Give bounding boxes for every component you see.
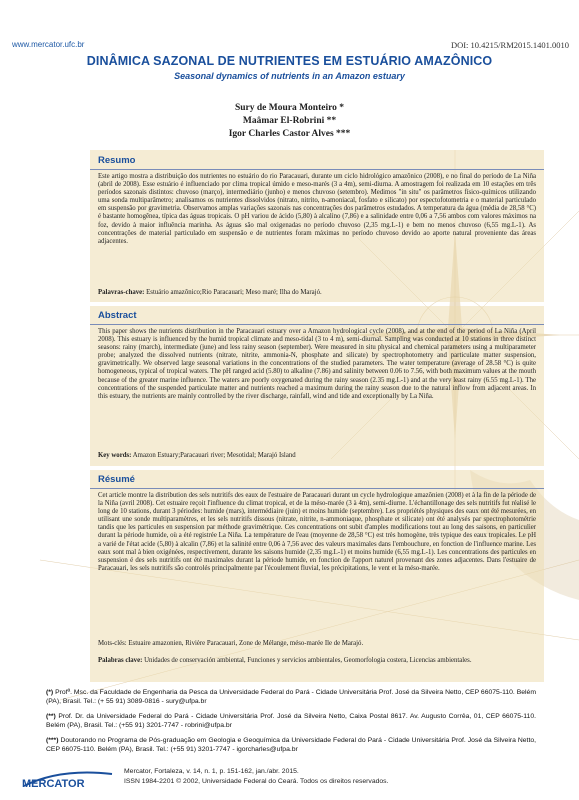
footnote-3-text: Doutorando no Programa de Pós-graduação em Geologia e Geoquímica da Universidade Federal do Pará - Cidade Universitária Prof. José da Silveira Netto, CEP 66075-110. Belém (PA), Brasil. Tel.: (+55 91) 3201-7747 - igorcharles@ufpa.br	[46, 737, 536, 754]
authors	[0, 102, 579, 141]
resume-heading: Résumé	[98, 474, 135, 485]
copyright-line: ISSN 1984-2201 © 2002, Universidade Federal do Ceará. Todos os direitos reservados.	[124, 778, 389, 785]
resumo-section	[90, 150, 544, 302]
abstract-keywords-label: Key words:	[98, 452, 132, 459]
resume-rule	[90, 488, 544, 489]
journal-url[interactable]: www.mercator.ufc.br	[12, 40, 85, 49]
abstract-keywords-text: Amazon Estuary;Paracauari river; Mesotidal; Marajó Island	[132, 452, 296, 459]
article-title: DINÂMICA SAZONAL DE NUTRIENTES EM ESTUÁRIO AMAZÔNICO	[86, 54, 493, 68]
resumo-keywords	[98, 289, 536, 297]
resumo-rule	[90, 169, 544, 170]
author-3: Igor Charles Castor Alves ***	[228, 129, 351, 139]
footnote-3	[46, 736, 536, 754]
resumo-keywords-text: Estuário amazônico;Rio Paracauari; Meso maré; Ilha do Marajó.	[146, 289, 322, 296]
palabras-clave-text: Unidades de conservación ambiental, Funciones y servicios ambientales, Geomorfologia costera, Licencias ambientales.	[144, 657, 472, 664]
journal-footer	[20, 764, 560, 792]
doi: DOI: 10.4215/RM2015.1401.0010	[450, 40, 569, 50]
abstract-keywords	[98, 452, 536, 460]
abstract-text: This paper shows the nutrients distribution in the Paracauari estuary over a Amazon hydrological cycle (2008), and at the end of the period of La Niña (April 2008). This estuary is influenced by the humid tropical climate and meso-tidal (3 to 4 m), semi-diurnal. Sampling was conducted at 10 stations in three distinct seasons: rainy (march), intermediate (june) and less rainy season (september). Were measured in situ physical and chemical parameters using a multiparameter probe; analyzed the dissolved nutrients (nitrate, nitrite, ammonia-N, phosphate and silicate) by spectrophotometry and particulate matter suspension, gravimetrically. We observed large seasonal variations in the concentrations of the studied parameters. The water temperature (average of 28.58 °C) is quite homogeneous, typical of tropical waters. The pH ranged acid (5.80) to alkaline (7.86) and salinity between 0.06 to 7.56, with both maximum values at the mouth because of the greater marine influence. The waters are poorly oxygenated during the rainy season (2.35 mg.L-1) and at the very least rainy (6.55 mg.L-1). The concentrations of the suspended particulate matter and nutrients reached a maximum during the rainy season due to the natural inflow from adjacent areas. In this estuary, the nutrients are mainly controlled by the river discharge, rainfall, wind and tide and exceptionally by La Niña.	[98, 328, 536, 400]
resumo-text: Este artigo mostra a distribuição dos nutrientes no estuário do rio Paracauari, durante um ciclo hidrológico amazônico (2008), e no final do período de La Niña (abril de 2008). Esse estuário é influenciado por clima tropical úmido e meso-marés (3 a 4m), semi-diurna. A amostragem foi realizada em 10 estações em três períodos sazonais distintos: chuvoso (março), intermediário (junho) e menos chuvoso (setembro). Medimos "in situ" os parâmetros físico-químicos utilizando uma sonda multiparâmetro; analisamos os nutrientes dissolvidos (nitrato, nitrito, n-amoniacal, fosfato e silicato) por espectofotometria e o material particulado em suspensão por gravimetria. Observamos amplas variações sazonais nas concentrações dos parâmetros estudados. A temperatura da água (média de 28,58 °C) é bastante homogênea, típica das águas tropicais. O pH variou de ácido (5,80) à alcalino (7,86) e a salinidade entre 0,06 a 7,56 ambos com valores máximos na foz, devido à maior influência marinha. As águas são mal oxigenadas no período chuvoso (2,35 mg.L-1) e bem no menos chuvoso (6,55 mg.L-1). As concentrações de material particulado em suspensão e de nutrientes foram máximas no período chuvoso devido ao aporte natural proveniente das áreas adjacentes.	[98, 173, 536, 245]
article-subtitle: Seasonal dynamics of nutrients in an Amazon estuary	[174, 71, 405, 81]
resume-section	[90, 470, 544, 682]
citation-line: Mercator, Fortaleza, v. 14, n. 1, p. 151-162, jan./abr. 2015.	[124, 768, 299, 775]
abstract-section	[90, 306, 544, 466]
resume-mots-cles: Mots-clés: Estuaire amazonien, Rivière Paracauari, Zone de Mélange, méso-marée Ile de Marajó.	[98, 640, 364, 647]
abstract-heading: Abstract	[98, 310, 137, 321]
author-footnotes	[46, 688, 536, 762]
footnote-2-text: Prof. Dr. da Universidade Federal do Pará - Cidade Universitária Prof. José da Silveira Netto, Caixa Postal 8617. Av. Augusto Corrêa, 01, CEP 66075-110. Belém (PA), Brasil. Tel.: (+55 91) 3201-7747 - robrini@ufpa.br	[46, 713, 536, 730]
footnote-1	[46, 688, 536, 706]
palabras-clave	[98, 657, 536, 665]
footnote-1-label: (*)	[46, 689, 54, 696]
palabras-clave-label: Palabras clave:	[98, 657, 143, 664]
abstract-rule	[90, 324, 544, 325]
resumo-heading: Resumo	[98, 155, 136, 166]
footnote-1-text: Profª. Msc. da Faculdade de Engenharia da Pesca da Universidade Federal do Pará - Cidade Universitária Prof. José da Silveira Netto, CEP 66075-110. Belém (PA), Brasil. Tel.: (+ 55 91) 3089-0816 - sury@ufpa.br	[46, 689, 536, 706]
footnote-2	[46, 712, 536, 730]
mercator-logo	[20, 766, 118, 790]
footnote-2-label: (**)	[46, 713, 56, 720]
footnote-3-label: (***)	[46, 737, 59, 744]
footer-citation	[124, 767, 388, 787]
author-2: Maâmar El-Robrini **	[242, 116, 337, 126]
resumo-keywords-label: Palavras-chave:	[98, 289, 145, 296]
resume-text: Cet article montre la distribution des sels nutritifs des eaux de l'estuaire de Paracauari durant un cycle hydrologique amazônien (2008) et à la fin de la période de la Niña (avril 2008). Cet estuaire reçoit l'influence du climat tropical, et de la méso-marée (3 à 4m), semi-diurne. L'échantillonage des sels nutritifs fut réalisé le long de 10 stations, durant 3 périodes: humide (mars), intermédiaire (juin) et moins humide (septembre). Les propriétés physiques des eaux ont été mesurées, en utilisant une sonde multiparamètres, et les sels nutritifs dissous (nitrate, nitrite, n-ammoniaque, phosphate et silicate) ont été analysés par spectrophotométrie tandis que les particules en suspension par méthode gravimétrique. Ces concentrations ont subit d'amples modifications tout au long des saisons, en particulier durant la période humide, où a été registrée La Niña. La température de l'eau (moyenne de 28,58 °C) est très homogène, très typique des eaux tropicales. Le pH a varié de l'état acide (5,80) à alcalin (7,86) et la salinité entre 0,06 à 7,56 avec des valeurs maximales dans l'embouchure, en fonction de l'influence marine. Les eaux sont mal à bien oxigénées, respectivement, durante les saisons humide (2,35 mg.L-1) et moins humide (6,55 mg.L-1). Les concentrations des particules en suspension é des sels nutritifs ont été maximales durant la période humide, en fonction de l'apport naturel provenant des zones adjacentes. Dans l'estuaire de Paracauari, les sels nutritifs são controlés principalmente par l'écoulement fluvial, les précipitations, le vent et la méso-marée.	[98, 492, 536, 572]
logo-text: MERCATOR	[22, 778, 85, 790]
author-1: Sury de Moura Monteiro *	[234, 103, 345, 113]
